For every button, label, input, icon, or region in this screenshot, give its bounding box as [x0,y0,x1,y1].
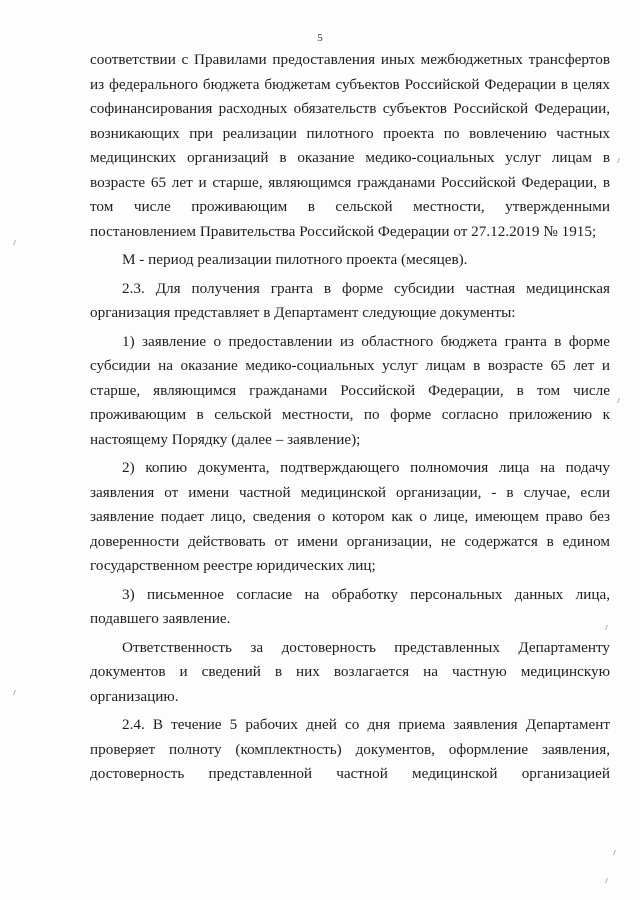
scan-mark [13,240,19,245]
document-body [90,48,610,791]
scan-mark [613,850,619,855]
scan-mark [617,158,623,163]
paragraph-2-3: 2.3. Для получения гранта в форме субсидии частная медицинская организация представляет в Департамент следующие документы: [90,279,610,321]
scan-mark [605,878,611,883]
paragraph-rules-reference: соответствии с Правилами предоставления иных межбюджетных трансфертов из федерального бюджета бюджетам субъектов Российской Федерации в целях софинансирования расходных обязательств субъектов Российской Федерации, возникающих при реализации пилотного проекта по вовлечению частных медицинских организаций в оказание медико-социальных услуг лицам в возрасте 65 лет и старше, являющимся гражданами Российской Федерации, в том числе проживающим в сельской местности, утвержденными постановлением Правительства Российской Федерации от 27.12.2019 № 1915; [90,51,610,240]
paragraph-responsibility: Ответственность за достоверность представленных Департаменту документов и сведений в них возлагается на частную медицинскую организацию. [90,638,610,705]
paragraph-m-definition: М - период реализации пилотного проекта (месяцев). [122,251,468,268]
paragraph-item-1: 1) заявление о предоставлении из областного бюджета гранта в форме субсидии на оказание медико-социальных услуг лицам в возрасте 65 лет и старше, являющимся гражданами Российской Федерации, в том числе проживающим в сельской местности, по форме согласно приложению к настоящему Порядку (далее – заявление); [90,332,610,448]
paragraph-item-3: 3) письменное согласие на обработку персональных данных лица, подавшего заявление. [90,585,610,627]
paragraph-2-4: 2.4. В течение 5 рабочих дней со дня приема заявления Департамент проверяет полноту (комплектность) документов, оформление заявления, достоверность представленной частной медицинской организацией [90,716,610,782]
scan-mark [13,690,19,695]
page-number: 5 [317,32,323,44]
paragraph-item-2: 2) копию документа, подтверждающего полномочия лица на подачу заявления от имени частной медицинской организации, - в случае, если заявление подает лицо, сведения о котором как о лице, имеющем право без доверенности действовать от имени организации, не содержатся в едином государственном реестре юридических лиц; [90,459,610,574]
scan-mark [605,625,611,630]
scan-mark [617,398,623,403]
